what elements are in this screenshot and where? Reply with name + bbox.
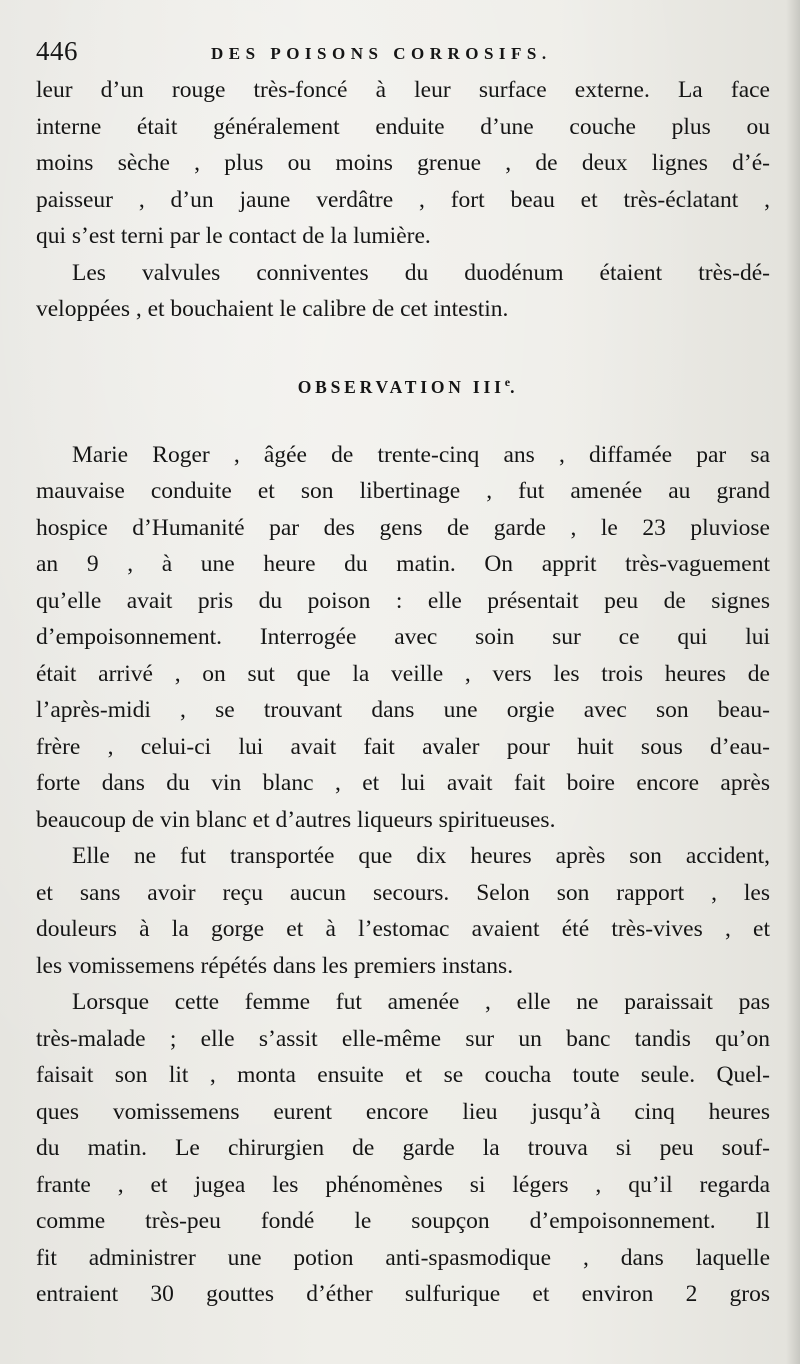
text-line: veloppées , et bouchaient le calibre de cet intestin. [36, 296, 509, 322]
paragraph-3 [36, 437, 770, 839]
text-line: douleurs à la gorge et à l’estomac avaient été très-vives , et [36, 916, 770, 942]
paragraph-1 [36, 72, 770, 255]
text-line: l’après-midi , se trouvant dans une orgie avec son beau- [36, 697, 770, 723]
page-number: 446 [36, 36, 78, 66]
text-line: an 9 , à une heure du matin. On apprit très-vaguement [36, 551, 770, 577]
body-text [36, 72, 770, 1313]
text-line: paisseur , d’un jaune verdâtre , fort beau et très-éclatant , [36, 186, 770, 213]
text-line: Elle ne fut transportée que dix heures après son accident, [72, 843, 770, 869]
text-line: très-malade ; elle s’assit elle-même sur un banc tandis qu’on [36, 1025, 770, 1052]
text-line: Lorsque cette femme fut amenée , elle ne paraissait pas [72, 989, 770, 1015]
paragraph-2 [36, 255, 770, 328]
text-line: qui s’est terni par le contact de la lumière. [36, 223, 431, 249]
text-line: forte dans du vin blanc , et lui avait fait boire encore après [36, 770, 770, 796]
page-edge-shadow [786, 0, 800, 1364]
running-title: DES POISONS CORROSIFS. [211, 44, 552, 63]
text-line: fit administrer une potion anti-spasmodique , dans laquelle [36, 1244, 770, 1271]
text-line: qu’elle avait pris du poison : elle présentait peu de signes [36, 587, 770, 614]
paragraph-4 [36, 838, 770, 984]
text-line: d’empoisonnement. Interrogée avec soin sur ce qui lui [36, 624, 770, 650]
text-line: Marie Roger , âgée de trente-cinq ans , diffamée par sa [72, 441, 770, 468]
text-line: frère , celui-ci lui avait fait avaler pour huit sous d’eau- [36, 733, 770, 760]
text-line: leur d’un rouge très-foncé à leur surface externe. La face [36, 77, 770, 103]
observation-heading-superscript: e [504, 374, 511, 389]
text-line: faisait son lit , monta ensuite et se coucha toute seule. Quel- [36, 1062, 770, 1088]
text-line: comme très-peu fondé le soupçon d’empoisonnement. Il [36, 1208, 770, 1234]
text-line: ques vomissemens eurent encore lieu jusqu’à cinq heures [36, 1098, 770, 1125]
text-line: moins sèche , plus ou moins grenue , de deux lignes d’é- [36, 150, 770, 176]
paragraph-5 [36, 984, 770, 1313]
observation-heading-text: OBSERVATION III [297, 376, 505, 397]
text-line: hospice d’Humanité par des gens de garde , le 23 pluviose [36, 514, 770, 541]
text-line: interne était généralement enduite d’une couche plus ou [36, 113, 770, 140]
text-line: beaucoup de vin blanc et d’autres liqueurs spiritueuses. [36, 806, 556, 833]
text-line: frante , et jugea les phénomènes si légers , qu’il regarda [36, 1171, 770, 1198]
text-line: et sans avoir reçu aucun secours. Selon son rapport , les [36, 879, 770, 906]
text-line: entraient 30 gouttes d’éther sulfurique et environ 2 gros [36, 1281, 770, 1307]
observation-heading [36, 364, 770, 400]
text-line: Les valvules conniventes du duodénum étaient très-dé- [72, 259, 770, 286]
observation-heading-suffix: . [510, 376, 519, 397]
text-line: les vomissemens répétés dans les premiers instans. [36, 952, 514, 979]
page-header [36, 36, 771, 76]
text-line: était arrivé , on sut que la veille , vers les trois heures de [36, 660, 770, 687]
text-line: du matin. Le chirurgien de garde la trouva si peu souf- [36, 1135, 770, 1161]
text-line: mauvaise conduite et son libertinage , fut amenée au grand [36, 478, 770, 504]
